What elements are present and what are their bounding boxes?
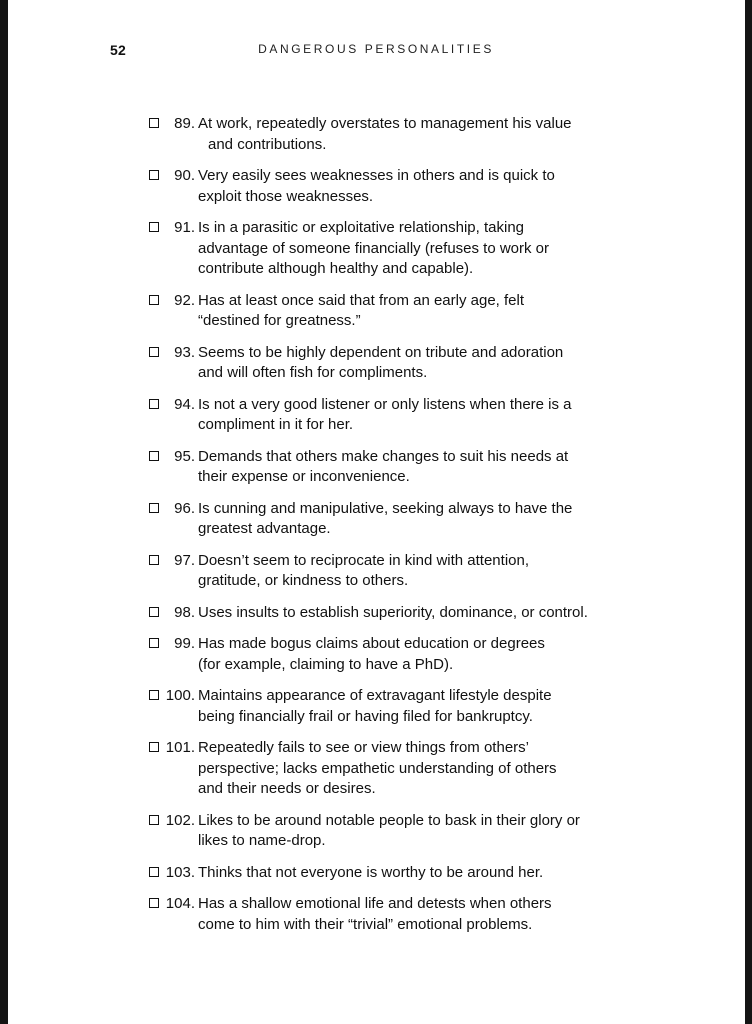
page-number: 52 bbox=[110, 42, 126, 58]
item-text-line: and contributions. bbox=[208, 135, 327, 153]
item-number: 92. bbox=[174, 291, 195, 309]
checklist-item bbox=[147, 343, 627, 384]
item-number: 98. bbox=[174, 603, 195, 621]
running-head: DANGEROUS PERSONALITIES bbox=[258, 42, 494, 56]
item-text-line: Thinks that not everyone is worthy to be around her. bbox=[198, 863, 544, 881]
item-text-line: Has a shallow emotional life and detests when others bbox=[198, 895, 552, 912]
item-text-line: “destined for greatness.” bbox=[198, 312, 361, 329]
item-text-line: come to him with their “trivial” emotional problems. bbox=[198, 915, 533, 933]
checklist-item bbox=[147, 894, 627, 935]
item-number: 90. bbox=[174, 167, 195, 184]
item-text-line: being financially frail or having filed for bankruptcy. bbox=[198, 707, 533, 725]
item-text-line: Seems to be highly dependent on tribute and adoration bbox=[198, 343, 564, 361]
item-number: 97. bbox=[174, 551, 195, 569]
item-number: 89. bbox=[174, 115, 195, 132]
item-text-line: (for example, claiming to have a PhD). bbox=[198, 655, 454, 673]
checklist bbox=[147, 114, 627, 946]
item-text-line: and will often fish for compliments. bbox=[198, 364, 428, 381]
item-text-line: Has made bogus claims about education or degrees bbox=[198, 635, 545, 652]
item-text-line: Repeatedly fails to see or view things from others’ bbox=[198, 739, 529, 756]
item-text-line: gratitude, or kindness to others. bbox=[198, 572, 409, 589]
page-edge-left bbox=[0, 0, 8, 1024]
checklist-item bbox=[147, 811, 627, 852]
checklist-item bbox=[147, 551, 627, 592]
checklist-item bbox=[147, 291, 627, 332]
item-text-line: Is cunning and manipulative, seeking always to have the bbox=[198, 499, 573, 517]
item-text-line: and their needs or desires. bbox=[198, 780, 376, 797]
item-text-line: Is not a very good listener or only listens when there is a bbox=[198, 395, 572, 413]
item-number: 100. bbox=[165, 687, 195, 704]
item-number: 93. bbox=[174, 343, 195, 361]
item-number: 103. bbox=[165, 863, 195, 881]
item-text-line: greatest advantage. bbox=[198, 520, 331, 537]
item-text-line: Maintains appearance of extravagant lifestyle despite bbox=[198, 687, 552, 704]
item-text-line: exploit those weaknesses. bbox=[198, 187, 374, 205]
checklist-item bbox=[147, 447, 627, 488]
item-text-line: advantage of someone financially (refuses to work or bbox=[198, 239, 550, 257]
item-text-line: Is in a parasitic or exploitative relationship, taking bbox=[198, 219, 525, 236]
item-number: 91. bbox=[174, 219, 195, 236]
checklist-item bbox=[147, 603, 627, 624]
item-text-line: At work, repeatedly overstates to management his value bbox=[198, 115, 572, 132]
checklist-item bbox=[147, 395, 627, 436]
item-number: 96. bbox=[174, 499, 195, 517]
item-text-line: perspective; lacks empathetic understanding of others bbox=[198, 759, 557, 777]
checklist-item bbox=[147, 218, 627, 280]
item-number: 94. bbox=[174, 395, 195, 413]
checklist-item bbox=[147, 499, 627, 540]
checklist-item bbox=[147, 114, 627, 155]
item-text-line: compliment in it for her. bbox=[198, 416, 354, 433]
checklist-item bbox=[147, 738, 627, 800]
checklist-item bbox=[147, 166, 627, 207]
checklist-item bbox=[147, 634, 627, 675]
item-number: 95. bbox=[174, 447, 195, 465]
item-text-line: Very easily sees weaknesses in others and is quick to bbox=[198, 167, 555, 184]
page-edge-right bbox=[745, 0, 752, 1024]
item-number: 102. bbox=[165, 811, 195, 829]
checklist-item bbox=[147, 863, 627, 884]
item-text-line: Demands that others make changes to suit his needs at bbox=[198, 447, 569, 465]
item-text-line: Uses insults to establish superiority, dominance, or control. bbox=[198, 603, 588, 621]
item-text-line: likes to name-drop. bbox=[198, 832, 326, 849]
item-text-line: contribute although healthy and capable). bbox=[198, 260, 474, 277]
item-number: 101. bbox=[165, 739, 195, 756]
item-text-line: Doesn’t seem to reciprocate in kind with attention, bbox=[198, 551, 530, 569]
item-text-line: Has at least once said that from an early age, felt bbox=[198, 291, 525, 309]
item-number: 104. bbox=[165, 895, 195, 912]
item-text-line: Likes to be around notable people to bask in their glory or bbox=[198, 811, 580, 829]
checklist-item bbox=[147, 686, 627, 727]
item-text-line: their expense or inconvenience. bbox=[198, 468, 410, 485]
item-number: 99. bbox=[174, 635, 195, 652]
